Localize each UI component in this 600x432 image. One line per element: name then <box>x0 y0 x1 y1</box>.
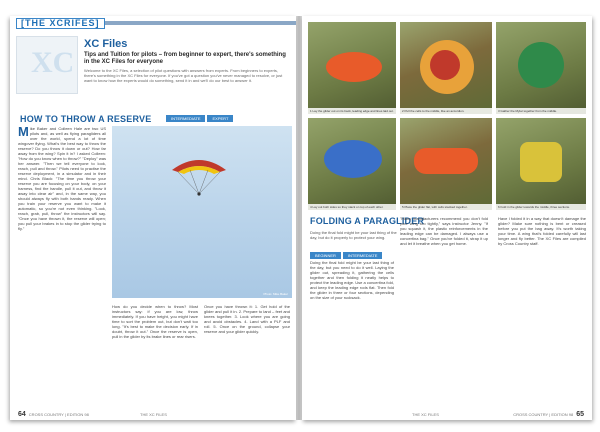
intro-subtitle: Tips and Tuition for pilots – from beginner to expert, there's something in the XC Files for everyone <box>84 52 286 65</box>
intro-body: Welcome to the XC Files, a selection of pilot questions with answers from experts. From beginners to experts, there's something in the XC Files for everyone. If you've got a question you've never managed to resolve, or just want to know how the experts would do something, send it in and we'll do our best to answer it. <box>84 68 283 83</box>
banner-tag: [THE XCRIFES] <box>16 18 105 29</box>
photo-caption: 3 Gather the Mylar together from the middle. <box>496 108 586 114</box>
folding-column-1: Doing the final fold might be your last thing of the day, but you need to do it well. Laying the glider out, spreading it, gathering the cells together and then folding it neatly helps to protect the leading edge. Use a concertina fold, and keep the leading edge rods flat. Then fold the glider in three or four sections, depending on the size of your rucksack. <box>310 260 394 300</box>
level-tag: EXPERT <box>207 115 233 122</box>
reserve-column-2: How do you decide when to throw? Most instructors say: if you are low, throw immediately. If you have height, you might have time to sort the problem out, but don't wait too long. "It's best to make the decision early. If in doubt, throw it out." Once the reserve is open, pull in the glider by its brake lines or rear risers. <box>112 304 198 339</box>
intro-title: XC Files <box>84 38 128 50</box>
level-tag: INTERMEDIATE <box>166 115 205 122</box>
reserve-photo <box>112 126 292 298</box>
magazine-name: CROSS COUNTRY | EDITION 98 <box>513 412 574 417</box>
reserve-canopy-icon <box>170 156 228 196</box>
drop-cap: M <box>18 124 29 139</box>
page-number: 65 <box>576 411 584 418</box>
logo-x-mark: XC <box>31 46 75 79</box>
right-folio <box>513 411 584 418</box>
photo-caption: 6 Fold in the glider towards the middle, three sections. <box>496 204 586 210</box>
page-number: 64 <box>18 411 26 418</box>
fold-photo-3 <box>496 22 586 114</box>
folding-level-tags <box>310 252 382 259</box>
reserve-section-title: HOW TO THROW A RESERVE <box>20 114 152 124</box>
glider-shape <box>326 52 382 82</box>
left-folio-section: THE XC FILES <box>140 412 167 417</box>
right-page <box>302 16 592 420</box>
magazine-name: CROSS COUNTRY | EDITION 98 <box>28 412 89 417</box>
reserve-column-1-text: ike Baker and Colleen Hale are two US pilots and, as well as flying paragliders all over the world, spend a lot of time wingover flying. What's the best way to throw the reserve? Do you throw it down or out? How far away from the wing? Spin it in? I asked Colleen: "How do you know when to throw?" "Deploy" was her answer. "Then we tell everyone to look, reach, pull and throw." Pilots need to practise the reserve deployment, in a simulator and in their mind. Chris Black: "The time you throw your reserve you are focusing on your body, on your harness, find the handle, pull it out, and throw it away into clear air" and, in the same way, you should always fly with both hands ready. When you train your reserve you want to make it automatic, so you're not even thinking. "Look, reach, grab, pull, throw" the instructors will say. "Once you have thrown it, the reserve will open; you pull your brakes in to stop the glider trying to fly." <box>18 126 106 231</box>
reserve-level-tags <box>166 115 233 122</box>
left-folio <box>18 411 89 418</box>
photo-caption: 1 Lay the glider out on its back, leading edge and lines laid out. <box>308 108 396 114</box>
reserve-column-3: Once you have thrown it: 1. Get hold of the glider and pull it in. 2. Prepare to land – feet and knees together. 3. Look where you are going and avoid obstacles. 4. Land with a PLF and roll. 5. Once on the ground, collapse your reserve and your glider quickly. <box>204 304 290 334</box>
level-tag: BEGINNER <box>310 252 341 259</box>
folding-column-2: "Many manufacturers recommend you don't fold your wing too tightly," says instructor Jenny. "If you squash it, the plastic reinforcements in the leading edge can be damaged. I always use a concertina bag." Once you've folded it, strap it up and let it breathe when you get home. <box>400 216 488 246</box>
xc-files-logo <box>16 36 78 94</box>
photo-credit: Photo: Mike Baker <box>263 292 288 296</box>
level-tag: INTERMEDIATE <box>343 252 382 259</box>
fold-photo-6 <box>496 118 586 210</box>
section-banner <box>10 16 296 32</box>
glider-shape <box>324 140 382 178</box>
glider-shape <box>518 42 564 88</box>
fold-photo-5 <box>400 118 492 210</box>
right-folio-section: THE XC FILES <box>412 412 439 417</box>
fold-photo-4 <box>308 118 396 210</box>
folding-subtitle: Doing the final fold might be your last thing of the day, but do it properly to protect your wing. <box>310 230 397 240</box>
glider-shape <box>430 50 460 80</box>
fold-photo-1 <box>308 22 396 114</box>
folding-column-3: Have I folded it in a way that doesn't damage the glider? Make sure nothing is bent or creased before you put the bag away. It's worth taking your time. A wing that's folded carefully will last longer and fly better. The XC Files are compiled by Cross Country staff. <box>498 216 586 246</box>
photo-caption: 4 Lay out both sides so they stack on top of each other. <box>308 204 396 210</box>
left-page <box>10 16 296 420</box>
fold-photo-2 <box>400 22 492 114</box>
glider-shape <box>520 142 562 182</box>
glider-shape <box>414 148 478 174</box>
folding-section-title: FOLDING A PARAGLIDER <box>310 216 425 226</box>
photo-caption: 2 Pull the cells to the middle, like an accordion. <box>400 108 492 114</box>
photo-caption: 5 Place the glider flat, with cells stacked together. <box>400 204 492 210</box>
reserve-column-1 <box>18 126 106 408</box>
